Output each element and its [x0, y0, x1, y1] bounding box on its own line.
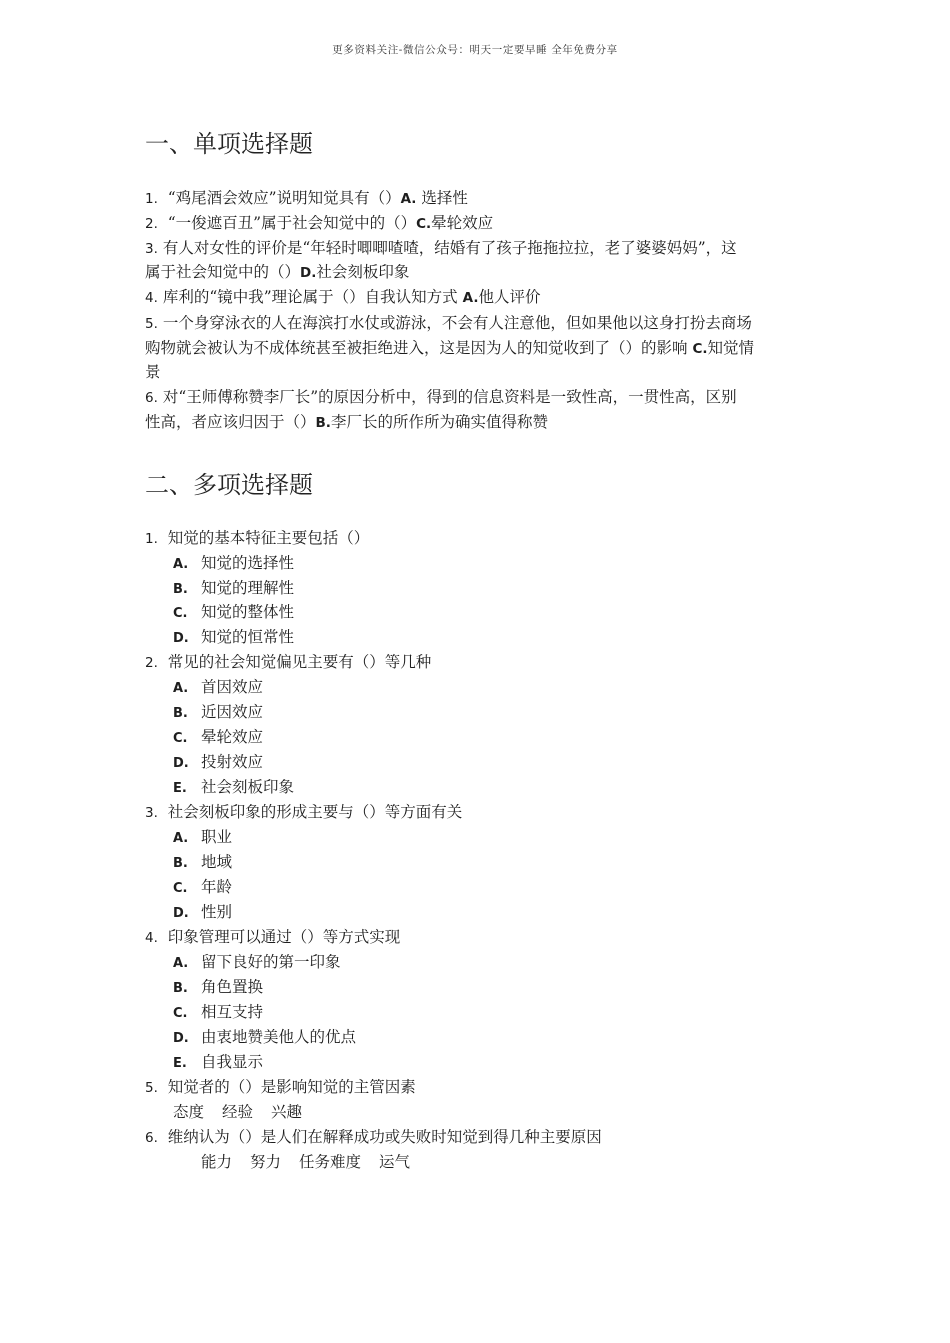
multi-q4-option-d: D. 由衷地赞美他人的优点 — [173, 1028, 357, 1046]
multi-q1-option-c: C. 知觉的整体性 — [173, 603, 295, 621]
multi-q4-option-a: A. 留下良好的第一印象 — [173, 953, 341, 971]
multi-q2: 2. 常见的社会知觉偏见主要有（）等几种 — [145, 653, 432, 671]
single-q2: 2. “一俊遮百丑”属于社会知觉中的（）C.晕轮效应 — [145, 214, 494, 232]
single-q5-cont: 购物就会被认为不成体统甚至被拒绝进入，这是因为人的知觉收到了（）的影响 C.知觉情 — [145, 339, 755, 357]
multi-q2-option-a: A. 首因效应 — [173, 678, 264, 696]
single-q5: 5. 一个身穿泳衣的人在海滨打水仗或游泳，不会有人注意他，但如果他以这身打扮去商场 — [145, 314, 752, 332]
section1-title: 一、单项选择题 — [145, 130, 313, 158]
multi-q5: 5. 知觉者的（）是影响知觉的主管因素 — [145, 1078, 416, 1096]
multi-q4-option-c: C. 相互支持 — [173, 1003, 264, 1021]
multi-q3: 3. 社会刻板印象的形成主要与（）等方面有关 — [145, 803, 463, 821]
single-q1: 1. “鸡尾酒会效应”说明知觉具有（）A. 选择性 — [145, 189, 468, 207]
multi-q5-answers: 态度 经验 兴趣 — [173, 1103, 303, 1121]
multi-q1-option-b: B. 知觉的理解性 — [173, 579, 295, 597]
multi-q1-option-a: A. 知觉的选择性 — [173, 554, 295, 572]
multi-q6-answers: 能力 努力 任务难度 运气 — [201, 1153, 411, 1171]
multi-q1-option-d: D. 知觉的恒常性 — [173, 628, 295, 646]
multi-q2-option-b: B. 近因效应 — [173, 703, 264, 721]
single-q6-cont: 性高，者应该归因于（）B.李厂长的所作所为确实值得称赞 — [145, 413, 548, 431]
page-header: 更多资料关注-微信公众号：明天一定要早睡 全年免费分享 — [332, 44, 618, 56]
single-q5-cont2: 景 — [145, 363, 161, 381]
multi-q6: 6. 维纳认为（）是人们在解释成功或失败时知觉到得几种主要原因 — [145, 1128, 602, 1146]
multi-q4-option-b: B. 角色置换 — [173, 978, 264, 996]
multi-q3-option-d: D. 性别 — [173, 903, 233, 921]
single-q3-cont: 属于社会知觉中的（）D.社会刻板印象 — [145, 263, 410, 281]
multi-q2-option-c: C. 晕轮效应 — [173, 728, 264, 746]
single-q4: 4. 库利的“镜中我”理论属于（）自我认知方式 A.他人评价 — [145, 288, 541, 306]
multi-q3-option-b: B. 地域 — [173, 853, 233, 871]
section2-title: 二、多项选择题 — [145, 471, 313, 499]
multi-q3-option-a: A. 职业 — [173, 828, 233, 846]
multi-q2-option-e: E. 社会刻板印象 — [173, 778, 295, 796]
multi-q2-option-d: D. 投射效应 — [173, 753, 264, 771]
multi-q4: 4. 印象管理可以通过（）等方式实现 — [145, 928, 401, 946]
multi-q3-option-c: C. 年龄 — [173, 878, 233, 896]
single-q3: 3. 有人对女性的评价是“年轻时唧唧喳喳，结婚有了孩子拖拖拉拉，老了婆婆妈妈”，这 — [145, 239, 737, 257]
multi-q1: 1. 知觉的基本特征主要包括（） — [145, 529, 370, 547]
multi-q4-option-e: E. 自我显示 — [173, 1053, 264, 1071]
single-q6: 6. 对“王师傅称赞李厂长”的原因分析中，得到的信息资料是一致性高，一贯性高，区别 — [145, 388, 737, 406]
